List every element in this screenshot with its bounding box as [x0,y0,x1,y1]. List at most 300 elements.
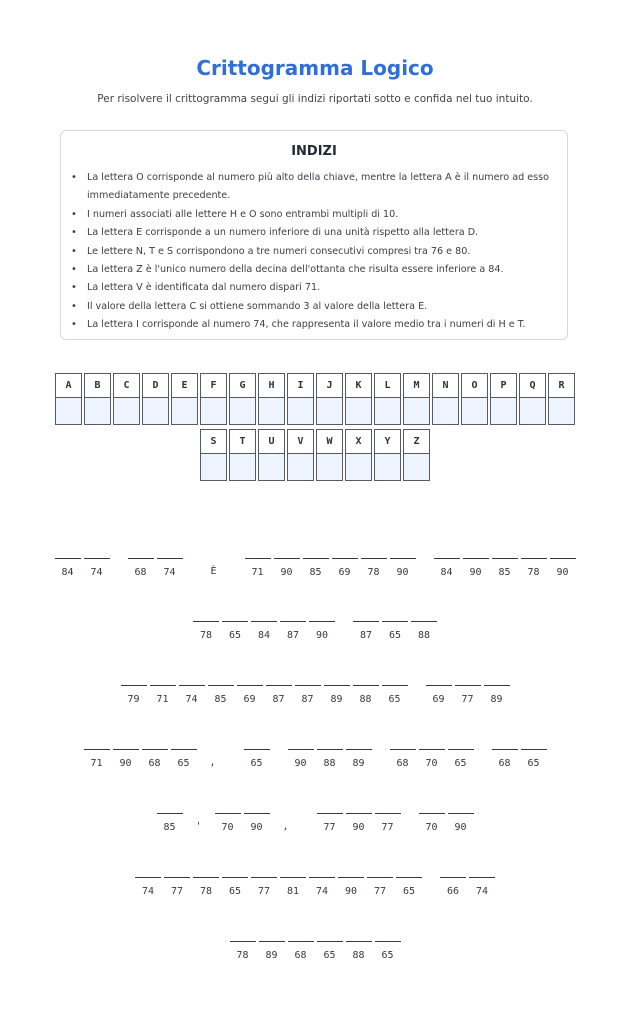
cipher-number: 70 [425,758,438,769]
key-letter: V [287,429,314,454]
punctuation: , [209,757,216,768]
answer-blank[interactable] [171,733,197,750]
answer-blank[interactable] [550,542,576,559]
clues-list [71,169,551,335]
puzzle-word [432,542,577,580]
puzzle-glyph [155,542,184,580]
answer-blank[interactable] [346,797,372,814]
cipher-number: 65 [250,758,263,769]
answer-blank[interactable] [303,542,329,559]
key-number-input-n[interactable] [432,398,459,425]
puzzle-word [388,733,475,771]
answer-blank[interactable] [84,733,110,750]
cipher-number: 68 [498,758,511,769]
key-number-input-o[interactable] [461,398,488,425]
cipher-number: 90 [352,822,365,833]
puzzle-glyph [228,925,257,963]
puzzle-glyph [366,861,395,899]
cipher-number: 65 [402,886,416,897]
answer-blank[interactable] [121,669,147,686]
answer-blank[interactable] [375,925,401,942]
puzzle-glyph [206,669,235,707]
key-number-input-g[interactable] [229,398,256,425]
answer-blank[interactable] [84,542,110,559]
puzzle-glyph [446,733,475,771]
puzzle-word [228,925,402,963]
puzzle-line [0,925,630,963]
cipher-number: 88 [417,630,431,641]
puzzle-glyph [192,605,221,643]
answer-blank[interactable] [419,733,445,750]
key-number-input-j[interactable] [316,398,343,425]
key-number-input-u[interactable] [258,454,285,481]
answer-blank[interactable] [222,861,248,878]
key-number-input-f[interactable] [200,398,227,425]
key-cell-j [316,373,343,425]
puzzle-glyph [352,605,381,643]
cipher-number: 68 [294,950,307,961]
key-number-input-l[interactable] [374,398,401,425]
cipher-number: 85 [163,822,176,833]
puzzle-word [199,542,228,580]
cipher-number: 85 [214,694,227,705]
answer-blank[interactable] [280,861,306,878]
puzzle-glyph [148,669,177,707]
key-number-input-z[interactable] [403,454,430,481]
puzzle-glyph [468,861,497,899]
puzzle-glyph [381,605,410,643]
puzzle-word [286,733,373,771]
key-number-input-p[interactable] [490,398,517,425]
key-letter: I [287,373,314,398]
answer-blank[interactable] [492,542,518,559]
puzzle-glyph [177,669,206,707]
key-cell-w [316,429,343,481]
cipher-number: 77 [170,886,184,897]
puzzle-word [134,861,424,899]
cipher-number: 90 [396,567,409,578]
bullet-icon: • [71,319,77,331]
answer-blank[interactable] [150,669,176,686]
answer-blank[interactable] [113,733,139,750]
key-number-input-q[interactable] [519,398,546,425]
cipher-number: 87 [359,630,373,641]
answer-blank[interactable] [280,605,306,622]
puzzle-glyph [410,605,439,643]
cipher-number: 85 [309,567,322,578]
clue-item [71,298,551,316]
puzzle-glyph [111,733,140,771]
key-number-input-x[interactable] [345,454,372,481]
cipher-number: 69 [432,694,445,705]
key-number-input-r[interactable] [548,398,575,425]
key-number-input-w[interactable] [316,454,343,481]
puzzle-glyph [315,797,344,835]
puzzle-glyph [82,733,111,771]
cipher-number: 65 [454,758,467,769]
key-cell-n [432,373,459,425]
answer-blank[interactable] [396,861,422,878]
answer-blank[interactable] [448,797,474,814]
answer-blank[interactable] [375,797,401,814]
puzzle-glyph [119,669,148,707]
key-number-input-m[interactable] [403,398,430,425]
answer-blank[interactable] [469,861,495,878]
cipher-number: 89 [352,758,365,769]
puzzle-glyph [53,542,82,580]
cipher-number: 65 [177,758,190,769]
cipher-number: 65 [228,886,242,897]
puzzle-line [0,542,630,580]
answer-blank[interactable] [332,542,358,559]
cipher-number: 90 [556,567,569,578]
key-cell-s [200,429,227,481]
clue-item [71,206,551,224]
punctuation-slot [200,733,226,749]
puzzle-line [0,605,630,643]
puzzle-glyph [163,861,192,899]
puzzle-glyph [482,669,511,707]
puzzle-glyph [279,605,308,643]
answer-blank[interactable] [274,542,300,559]
cipher-number: 84 [257,630,271,641]
punctuation-slot [273,797,299,813]
cipher-number: 69 [338,567,351,578]
key-letter: K [345,373,372,398]
answer-blank[interactable] [484,669,510,686]
answer-blank[interactable] [521,542,547,559]
page-subtitle: Per risolvere il crittogramma segui gli indizi riportati sotto e confida nel tuo intuito. [97,93,533,105]
clue-item [71,224,551,242]
cipher-number: 68 [134,567,147,578]
key-number-input-v[interactable] [287,454,314,481]
clue-text: La lettera V è identificata dal numero dispari 71. [87,282,321,294]
puzzle-word [439,861,497,899]
puzzle-glyph [221,605,250,643]
puzzle-glyph [359,542,388,580]
key-cell-x [345,429,372,481]
answer-blank[interactable] [309,605,335,622]
puzzle-word [243,542,417,580]
key-letter: M [403,373,430,398]
cipher-number: 77 [323,822,336,833]
puzzle-glyph [315,733,344,771]
puzzle-glyph [286,925,315,963]
answer-blank[interactable] [346,925,372,942]
answer-blank[interactable] [367,861,393,878]
puzzle-glyph [134,861,163,899]
answer-blank[interactable] [55,542,81,559]
cipher-number: 68 [148,758,161,769]
key-letter: J [316,373,343,398]
puzzle-glyph [344,733,373,771]
cipher-number: 77 [381,822,394,833]
key-cell-v [287,429,314,481]
key-cell-h [258,373,285,425]
key-number-input-b[interactable] [84,398,111,425]
bullet-icon: • [71,172,77,183]
answer-blank[interactable] [440,861,466,878]
clue-text: I numeri associati alle lettere H e O sono entrambi multipli di 10. [87,208,399,220]
key-letter: F [200,373,227,398]
answer-blank[interactable] [419,797,445,814]
answer-blank[interactable] [288,925,314,942]
key-letter: O [461,373,488,398]
puzzle-glyph [235,669,264,707]
cipher-number: 71 [251,567,264,578]
puzzle-word [242,733,271,771]
key-number-input-t[interactable] [229,454,256,481]
cipher-number: 65 [388,694,401,705]
answer-blank[interactable] [142,733,168,750]
puzzle-line [0,669,630,707]
puzzle-glyph [301,542,330,580]
puzzle-glyph [243,542,272,580]
puzzle-glyph [308,861,337,899]
key-grid-row-2 [0,429,630,481]
puzzle-glyph [330,542,359,580]
key-number-input-i[interactable] [287,398,314,425]
answer-blank[interactable] [346,733,372,750]
puzzle-line [0,733,630,771]
puzzle-glyph [213,797,242,835]
key-cell-c [113,373,140,425]
cipher-number: 71 [90,758,103,769]
puzzle-glyph [519,542,548,580]
cipher-number: 87 [272,694,285,705]
answer-blank[interactable] [288,733,314,750]
cipher-number: 77 [373,886,387,897]
puzzle-glyph [380,669,409,707]
answer-blank[interactable] [426,669,452,686]
key-letter: E [171,373,198,398]
answer-blank[interactable] [492,733,518,750]
clue-item [71,243,551,261]
cipher-number: 87 [286,630,300,641]
cipher-number: 78 [199,886,213,897]
key-grid-row-1 [0,373,630,425]
answer-blank[interactable] [244,797,270,814]
answer-blank[interactable] [448,733,474,750]
cipher-number: 89 [330,694,343,705]
answer-blank[interactable] [382,669,408,686]
answer-blank[interactable] [411,605,437,622]
cipher-number: 87 [301,694,314,705]
answer-blank[interactable] [455,669,481,686]
cipher-number: 90 [280,567,293,578]
puzzle-glyph [198,733,227,771]
key-cell-y [374,429,401,481]
puzzle-glyph [126,542,155,580]
answer-blank[interactable] [353,669,379,686]
answer-blank[interactable] [179,669,205,686]
key-number-input-h[interactable] [258,398,285,425]
answer-blank[interactable] [245,542,271,559]
key-number-input-k[interactable] [345,398,372,425]
answer-blank[interactable] [266,669,292,686]
key-letter: A [55,373,82,398]
answer-blank[interactable] [237,669,263,686]
key-number-input-e[interactable] [171,398,198,425]
key-cell-g [229,373,256,425]
puzzle-word [82,733,227,771]
key-letter: P [490,373,517,398]
puzzle-line [0,861,630,899]
key-cell-a [55,373,82,425]
answer-blank[interactable] [259,925,285,942]
key-letter: S [200,429,227,454]
puzzle-glyph [322,669,351,707]
key-cell-r [548,373,575,425]
key-cell-e [171,373,198,425]
answer-blank[interactable] [157,797,183,814]
cipher-number: 68 [396,758,409,769]
answer-blank[interactable] [390,733,416,750]
key-cell-m [403,373,430,425]
clue-item [71,261,551,279]
key-number-input-s[interactable] [200,454,227,481]
cipher-number: 84 [61,567,74,578]
puzzle-word [315,797,402,835]
puzzle-glyph [337,861,366,899]
puzzle-glyph [308,605,337,643]
puzzle-glyph [351,669,380,707]
answer-blank[interactable] [128,542,154,559]
bullet-icon: • [71,245,77,257]
puzzle-glyph [315,925,344,963]
puzzle-word [126,542,184,580]
key-letter: H [258,373,285,398]
puzzle-word [417,797,475,835]
cipher-number: 74 [185,694,198,705]
cipher-number: 71 [156,694,169,705]
cipher-number: 84 [440,567,453,578]
puzzle-word [119,669,409,707]
answer-blank[interactable] [164,861,190,878]
key-letter: Z [403,429,430,454]
answer-blank[interactable] [193,861,219,878]
puzzle-glyph [548,542,577,580]
answer-blank[interactable] [361,542,387,559]
answer-blank[interactable] [208,669,234,686]
key-number-input-d[interactable] [142,398,169,425]
cipher-number: 77 [461,694,474,705]
key-cell-t [229,429,256,481]
answer-blank[interactable] [434,542,460,559]
puzzle-glyph [439,861,468,899]
answer-blank[interactable] [135,861,161,878]
clue-item [71,316,551,334]
puzzle-glyph [271,797,300,835]
answer-blank[interactable] [521,733,547,750]
answer-blank[interactable] [157,542,183,559]
answer-blank[interactable] [222,605,248,622]
answer-blank[interactable] [230,925,256,942]
cipher-number: 65 [527,758,540,769]
puzzle-line [0,797,630,835]
cipher-number: 88 [323,758,336,769]
answer-blank[interactable] [317,733,343,750]
answer-blank[interactable] [244,733,270,750]
clue-item [71,279,551,297]
puzzle-word [424,669,511,707]
key-cell-f [200,373,227,425]
puzzle-glyph [417,733,446,771]
key-number-input-c[interactable] [113,398,140,425]
puzzle-glyph [432,542,461,580]
puzzle-glyph [490,733,519,771]
answer-blank[interactable] [382,605,408,622]
punctuation-slot [186,797,212,813]
bullet-icon: • [71,300,77,312]
punctuation-slot [201,542,227,558]
puzzle-glyph [155,797,184,835]
puzzle-glyph [293,669,322,707]
answer-blank[interactable] [193,605,219,622]
key-number-input-a[interactable] [55,398,82,425]
puzzle-glyph [424,669,453,707]
cipher-number: 90 [294,758,307,769]
answer-blank[interactable] [295,669,321,686]
cipher-number: 74 [141,886,155,897]
puzzle-word [53,542,111,580]
cipher-number: 90 [344,886,358,897]
answer-blank[interactable] [317,925,343,942]
cipher-number: 78 [527,567,540,578]
cipher-number: 88 [359,694,372,705]
bullet-icon: • [71,208,77,220]
key-letter: X [345,429,372,454]
puzzle-word [192,605,337,643]
clue-text: La lettera E corrisponde a un numero inferiore di una unità rispetto alla lettera D. [87,227,479,239]
puzzle-glyph [417,797,446,835]
answer-blank[interactable] [317,797,343,814]
clues-panel [60,130,568,340]
key-cell-o [461,373,488,425]
answer-blank[interactable] [338,861,364,878]
cipher-number: 65 [381,950,394,961]
answer-blank[interactable] [324,669,350,686]
cipher-number: 85 [498,567,511,578]
cipher-number: 78 [367,567,380,578]
answer-blank[interactable] [215,797,241,814]
answer-blank[interactable] [251,605,277,622]
cipher-number: 79 [127,694,140,705]
cipher-number: 81 [286,886,300,897]
key-cell-i [287,373,314,425]
key-cell-b [84,373,111,425]
key-number-input-y[interactable] [374,454,401,481]
bullet-icon: • [71,264,77,276]
clue-item [71,169,551,206]
cipher-number: 74 [90,567,103,578]
cipher-number: 89 [490,694,503,705]
answer-blank[interactable] [353,605,379,622]
puzzle-glyph [461,542,490,580]
puzzle-glyph [199,542,228,580]
cipher-number: 70 [425,822,438,833]
answer-blank[interactable] [390,542,416,559]
answer-blank[interactable] [463,542,489,559]
answer-blank[interactable] [251,861,277,878]
cipher-number: 88 [352,950,365,961]
key-cell-p [490,373,517,425]
puzzle-glyph [395,861,424,899]
key-letter: C [113,373,140,398]
puzzle-glyph [242,797,271,835]
answer-blank[interactable] [309,861,335,878]
punctuation: È [210,566,217,577]
